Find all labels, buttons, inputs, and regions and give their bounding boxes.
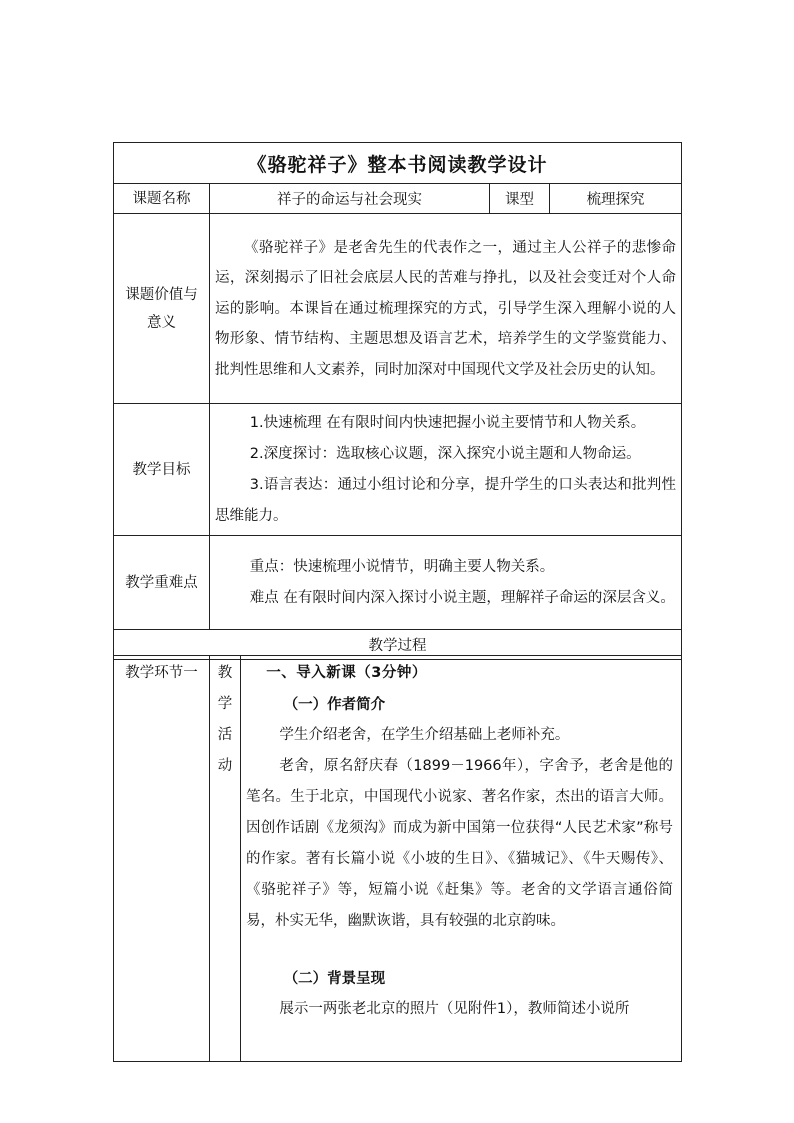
value-significance-text-cell xyxy=(210,214,682,404)
activity-char-3: 活 xyxy=(217,727,233,743)
goal-item-3: 3.语言表达：通过小组讨论和分享，提升学生的口头表达和批判性思维能力。 xyxy=(215,477,677,524)
lesson-type-value: 梳理探究 xyxy=(550,184,682,214)
lesson-type-label: 课型 xyxy=(490,184,550,214)
background-text: 展示一两张老北京的照片（见附件1），教师简述小说所 xyxy=(279,1001,630,1017)
activity-char-4: 动 xyxy=(217,758,233,774)
teaching-goals-label: 教学目标 xyxy=(114,404,210,536)
value-label-line1: 课题价值与 xyxy=(125,286,198,303)
blank-spacer xyxy=(246,937,673,963)
lesson-plan-table xyxy=(113,142,682,660)
activity-label-cell xyxy=(210,656,241,1062)
key-point-text: 重点：快速梳理小说情节，明确主要人物关系。 xyxy=(249,559,555,575)
author-intro-instruction: 学生介绍老舍，在学生介绍基础上老师补充。 xyxy=(279,727,570,743)
subheading-author: （一）作者简介 xyxy=(283,696,386,713)
teaching-goals-cell xyxy=(210,404,682,536)
teaching-stage-table xyxy=(113,655,682,1062)
subheading-background: （二）背景呈现 xyxy=(283,970,386,987)
author-biography: 老舍，原名舒庆春（1899－1966年），字舍予，老舍是他的笔名。生于北京，中国现代小说家、著名作家，杰出的语言大师。因创作话剧《龙须沟》而成为新中国第一位获得“人民艺术家”称号的作家。著有长篇小说《小坡的生日》、《猫城记》、《牛天赐传》、《骆驼祥子》等，短篇小说《赶集》等。老舍的文学语言通俗简易，朴实无华，幽默诙谐，具有较强的北京韵味。 xyxy=(246,758,673,929)
activity-content-cell xyxy=(241,656,682,1062)
section-heading-intro: 一、导入新课（3分钟） xyxy=(266,665,427,681)
value-label-line2: 意义 xyxy=(147,314,176,331)
teaching-process-header: 教学过程 xyxy=(114,630,682,660)
topic-name-value: 祥子的命运与社会现实 xyxy=(210,184,490,214)
topic-name-label: 课题名称 xyxy=(114,184,210,214)
document-title: 《骆驼祥子》整本书阅读教学设计 xyxy=(114,143,682,184)
value-significance-text: 《骆驼祥子》是老舍先生的代表作之一，通过主人公祥子的悲惨命运，深刻揭示了旧社会底层人民的苦难与挣扎，以及社会变迁对个人命运的影响。本课旨在通过梳理探究的方式，引导学生深入理解小说的人物形象、情节结构、主题思想及语言艺术，培养学生的文学鉴赏能力、批判性思维和人文素养，同时加深对中国现代文学及社会历史的认知。 xyxy=(215,239,677,378)
key-difficult-cell xyxy=(210,536,682,630)
activity-char-2: 学 xyxy=(217,696,233,712)
stage-label: 教学环节一 xyxy=(125,665,198,681)
value-significance-label xyxy=(114,214,210,404)
activity-char-1: 教 xyxy=(217,665,233,681)
goal-item-2: 2.深度探讨：选取核心议题，深入探究小说主题和人物命运。 xyxy=(249,446,641,462)
stage-label-cell xyxy=(114,656,210,1062)
goal-item-1: 1.快速梳理 在有限时间内快速把握小说主要情节和人物关系。 xyxy=(249,415,646,431)
difficulty-text: 难点 在有限时间内深入探讨小说主题，理解祥子命运的深层含义。 xyxy=(249,590,675,606)
key-difficult-label: 教学重难点 xyxy=(114,536,210,630)
